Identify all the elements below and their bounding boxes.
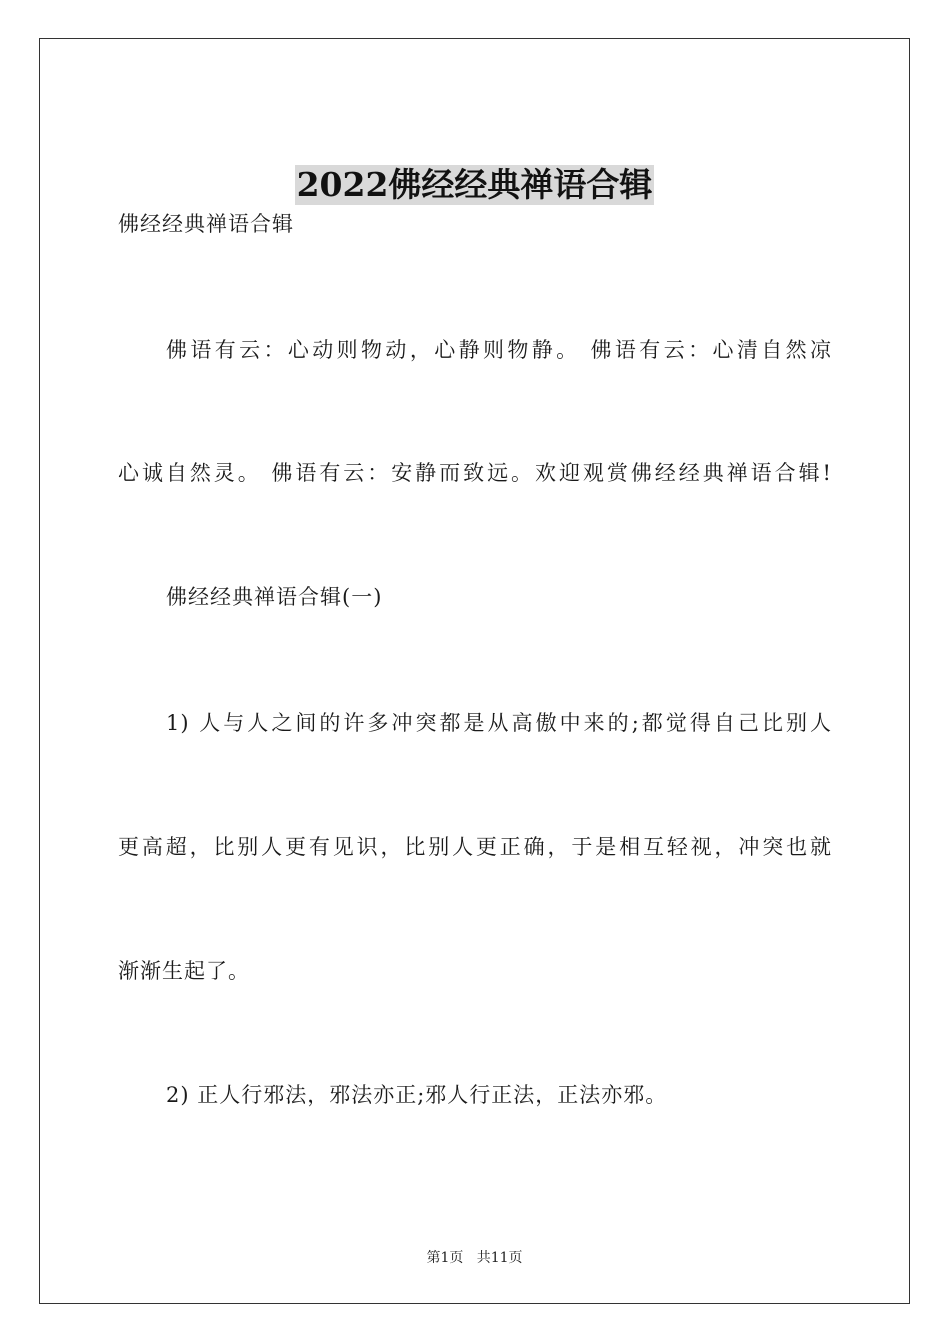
paragraph-line: 心诚自然灵。 佛语有云：安静而致远。欢迎观赏佛经经典禅语合辑! — [118, 461, 832, 485]
footer-page-unit: 页 — [449, 1250, 464, 1266]
paragraph-line: 2) 正人行邪法，邪法亦正;邪人行正法，正法亦邪。 — [166, 1083, 668, 1107]
document-title: 2022佛经经典禅语合辑 — [296, 165, 653, 204]
paragraph-line: 更高超，比别人更有见识，比别人更正确，于是相互轻视，冲突也就 — [118, 835, 832, 859]
footer-total-pages: 11 — [490, 1250, 509, 1266]
section-heading: 佛经经典禅语合辑(一) — [166, 585, 383, 609]
paragraph-line: 1) 人与人之间的许多冲突都是从高傲中来的;都觉得自己比别人 — [166, 711, 832, 735]
title-container — [40, 165, 909, 205]
document-page — [39, 38, 910, 1304]
document-subtitle: 佛经经典禅语合辑 — [118, 212, 294, 236]
footer-page-current: 1 — [440, 1250, 450, 1266]
footer-page-prefix: 第 — [426, 1250, 441, 1266]
paragraph-line: 渐渐生起了。 — [118, 959, 250, 983]
page-footer — [40, 1249, 909, 1267]
footer-total-unit: 页 — [508, 1250, 523, 1266]
paragraph-line: 佛语有云：心动则物动，心静则物静。 佛语有云：心清自然凉 — [166, 338, 832, 362]
footer-total-prefix: 共 — [476, 1250, 491, 1266]
